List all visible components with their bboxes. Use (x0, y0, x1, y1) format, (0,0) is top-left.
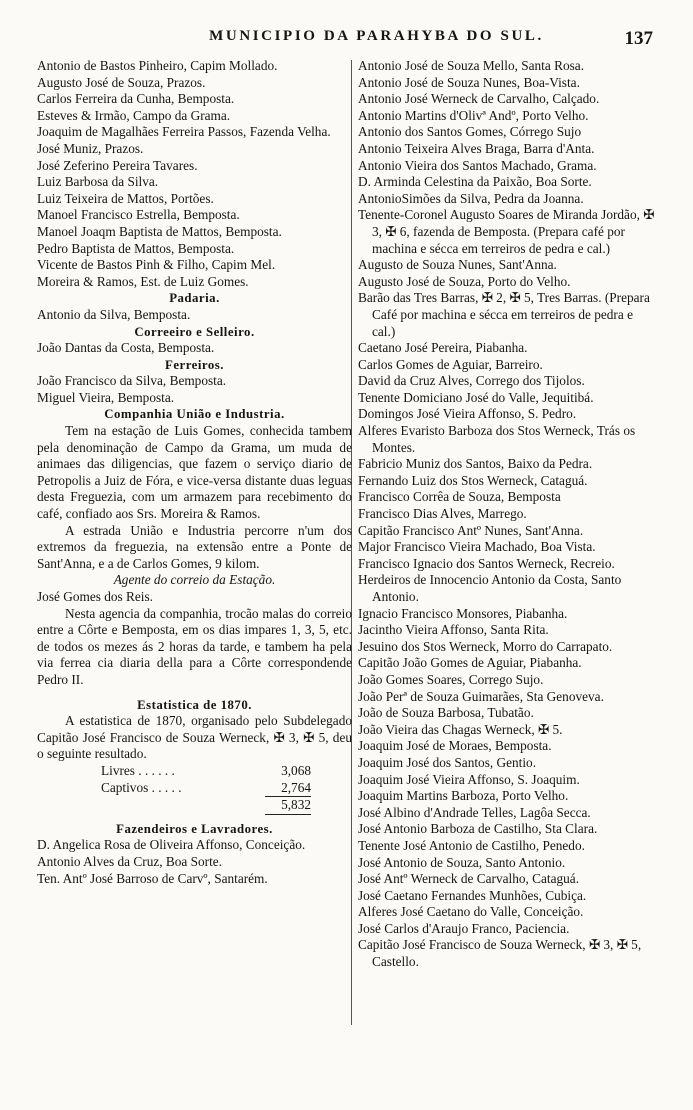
correeiro-heading: Correeiro e Selleiro. (134, 324, 255, 339)
list-item: José Caetano Fernandes Munhões, Cubiça. (358, 887, 587, 903)
list-item: D. Arminda Celestina da Paixão, Boa Sorte. (358, 174, 592, 190)
agente-heading: Agente do correio da Estação. (113, 572, 276, 588)
list-item: Antonio José Werneck de Carvalho, Calçado. (358, 91, 600, 107)
list-item: Herdeiros de Innocencio Antonio da Costa, Santo Antonio. (358, 572, 622, 604)
list-item: Capitão José Francisco de Souza Werneck, ✠ 3, ✠ 5, Castello. (358, 937, 642, 970)
list-item: Luiz Barbosa da Silva. (37, 174, 159, 190)
list-item: João Gomes Soares, Corrego Sujo. (358, 671, 544, 687)
list-item: Francisco Ignacio dos Santos Werneck, Recreio. (358, 555, 615, 571)
stat-value: 3,068 (281, 762, 311, 778)
companhia-paragraph-2: A estrada União e Industria percorre n'um dos extremos da freguezia, na extensão entre a Ponte de Sant'Anna, e a de Carlos Gomes, 9 kilom. (37, 522, 352, 571)
list-item: Manoel Francisco Estrella, Bemposta. (37, 207, 240, 223)
stat-row-livres (101, 763, 311, 780)
stat-label: Livres . . . . . . (101, 762, 175, 778)
stat-total: 5,832 (265, 797, 311, 815)
correeiro-list (37, 340, 352, 357)
list-item: D. Angelica Rosa de Oliveira Affonso, Conceição. (37, 837, 306, 853)
list-item: Carlos Ferreira da Cunha, Bemposta. (37, 91, 235, 107)
page-header (0, 6, 693, 49)
list-item: João Perª de Souza Guimarães, Sta Genoveva. (358, 688, 604, 704)
right-entries-list (358, 58, 658, 971)
fazendeiros-heading: Fazendeiros e Lavradores. (116, 821, 273, 836)
stat-table (101, 763, 352, 815)
list-item: Antonio de Bastos Pinheiro, Capim Mollado. (37, 58, 278, 73)
list-item: Antonio José de Souza Nunes, Boa-Vista. (358, 74, 580, 90)
list-item: José Carlos d'Araujo Franco, Paciencia. (358, 920, 570, 936)
list-item: Jesuino dos Stos Werneck, Morro do Carrapato. (358, 638, 613, 654)
list-item: Vicente de Bastos Pinh & Filho, Capim Mel. (37, 257, 276, 273)
ferreiros-heading: Ferreiros. (165, 357, 224, 372)
padaria-list (37, 307, 352, 324)
list-item: Caetano José Pereira, Piabanha. (358, 340, 528, 356)
ferreiros-list (37, 373, 352, 406)
list-item: Tenente Domiciano José do Valle, Jequitibá. (358, 389, 594, 405)
list-item: Alferes José Caetano do Valle, Conceição. (358, 904, 584, 920)
list-item: Francisco Corrêa de Souza, Bemposta (358, 489, 561, 505)
list-item: Ten. Antº José Barroso de Carvº, Santarém. (37, 870, 268, 886)
estatistica-paragraph: A estatistica de 1870, organisado pelo Subdelegado Capitão José Francisco de Souza Werneck, ✠ 3, ✠ 5, deu o seguinte resultado. (37, 713, 352, 762)
stat-label: Captivos . . . . . (101, 779, 182, 795)
list-item: Augusto José de Souza, Prazos. (37, 74, 206, 90)
list-item: Luiz Teixeira de Mattos, Portões. (37, 190, 214, 206)
list-item: Tenente José Antonio de Castilho, Penedo. (358, 837, 585, 853)
list-item: Carlos Gomes de Aguiar, Barreiro. (358, 356, 543, 372)
list-item: Augusto de Souza Nunes, Sant'Anna. (358, 257, 557, 273)
list-item: Esteves & Irmão, Campo da Grama. (37, 107, 231, 123)
list-item: AntonioSimões da Silva, Pedra da Joanna. (358, 190, 584, 206)
list-item: Joaquim José de Moraes, Bemposta. (358, 738, 552, 754)
list-item: Barão das Tres Barras, ✠ 2, ✠ 5, Tres Barras. (Prepara Café por machina e sécca em terreiros de pedra e cal.) (358, 290, 650, 339)
fazendeiros-list (37, 837, 352, 887)
list-item: Pedro Baptista de Mattos, Bemposta. (37, 240, 235, 256)
list-item: Augusto José de Souza, Porto do Velho. (358, 273, 571, 289)
padaria-heading: Padaria. (169, 291, 220, 306)
list-item: Fabricio Muniz dos Santos, Baixo da Pedra. (358, 456, 593, 472)
list-item: Antonio Vieira dos Santos Machado, Grama. (358, 157, 597, 173)
list-item: Capitão João Gomes de Aguiar, Piabanha. (358, 655, 582, 671)
list-item: José Muniz, Prazos. (37, 140, 144, 156)
page-number: 137 (624, 28, 653, 49)
stat-value: 2,764 (265, 780, 311, 798)
list-item: Capitão Francisco Antº Nunes, Sant'Anna. (358, 522, 584, 538)
list-item: João Vieira das Chagas Werneck, ✠ 5. (358, 721, 563, 737)
list-item: Antonio Alves da Cruz, Boa Sorte. (37, 853, 223, 869)
list-item: Joaquim José dos Santos, Gentio. (358, 754, 537, 770)
list-item: Joaquim de Magalhães Ferreira Passos, Fazenda Velha. (37, 124, 331, 140)
list-item: João Dantas da Costa, Bemposta. (37, 340, 215, 356)
left-entries-list (37, 58, 352, 290)
agente-paragraph: Nesta agencia da companhia, trocão malas do correio entre a Côrte e Bemposta, em os dias impares 1, 3, 5, etc. de todos os mezes ás 2 horas da tarde, e tambem ha pela via ferrea cia diaria della para a Côrte correspondende Pedro II. (37, 605, 352, 687)
list-item: José Antº Werneck de Carvalho, Cataguá. (358, 871, 580, 887)
companhia-paragraph-1: Tem na estação de Luis Gomes, conhecida tambem pela denominação de Campo da Grama, um muda de animaes das diligencias, que fazem o serviço diario de Petropolis a Juiz de Fóra, e vice-versa distante duas leguas desta Freguezia, com um armazem para recebimento do café, confiado aos Srs. Moreira & Ramos. (37, 423, 352, 522)
list-item: Manoel Joaqm Baptista de Mattos, Bemposta. (37, 223, 282, 239)
list-item: Antonio Martins d'Olivª Andº, Porto Velho. (358, 107, 589, 123)
list-item: José Antonio de Souza, Santo Antonio. (358, 854, 566, 870)
list-item: Joaquim José Vieira Affonso, S. Joaquim. (358, 771, 580, 787)
list-item: Major Francisco Vieira Machado, Boa Vista. (358, 539, 596, 555)
stat-row-captivos (101, 780, 311, 798)
list-item: Domingos José Vieira Affonso, S. Pedro. (358, 406, 577, 422)
left-column (37, 58, 352, 887)
list-item: Alferes Evaristo Barboza dos Stos Werneck, Trás os Montes. (358, 423, 636, 455)
list-item: Miguel Vieira, Bemposta. (37, 389, 175, 405)
list-item: David da Cruz Alves, Corrego dos Tijolos. (358, 373, 585, 389)
list-item: José Antonio Barboza de Castilho, Sta Clara. (358, 821, 598, 837)
companhia-heading: Companhia União e Industria. (104, 407, 285, 422)
estatistica-heading: Estatistica de 1870. (137, 697, 252, 712)
list-item: Moreira & Ramos, Est. de Luiz Gomes. (37, 273, 249, 289)
list-item: João de Souza Barbosa, Tubatão. (358, 705, 534, 721)
list-item: Fernando Luiz dos Stos Werneck, Cataguá. (358, 472, 588, 488)
list-item: Jacintho Vieira Affonso, Santa Rita. (358, 622, 549, 638)
list-item: Antonio dos Santos Gomes, Córrego Sujo (358, 124, 582, 140)
list-item: Ignacio Francisco Monsores, Piabanha. (358, 605, 568, 621)
list-item: Francisco Dias Alves, Marrego. (358, 506, 527, 522)
agente-name: José Gomes dos Reis. (37, 589, 153, 604)
list-item: José Albino d'Andrade Telles, Lagôa Secca. (358, 804, 591, 820)
running-title: MUNICIPIO DA PARAHYBA DO SUL. (209, 28, 544, 44)
list-item: Tenente-Coronel Augusto Soares de Miranda Jordão, ✠ 3, ✠ 6, fazenda de Bemposta. (Prepara café por machina e sécca em terreiros de pedra e cal.) (358, 207, 655, 256)
list-item: José Zeferino Pereira Tavares. (37, 157, 198, 173)
list-item: João Francisco da Silva, Bemposta. (37, 373, 227, 389)
list-item: Joaquim Martins Barboza, Porto Velho. (358, 788, 569, 804)
list-item: Antonio Teixeira Alves Braga, Barra d'Anta. (358, 140, 595, 156)
right-column (358, 58, 658, 971)
list-item: Antonio da Silva, Bemposta. (37, 306, 191, 322)
stat-row-total (101, 797, 311, 815)
list-item: Antonio José de Souza Mello, Santa Rosa. (358, 58, 585, 73)
